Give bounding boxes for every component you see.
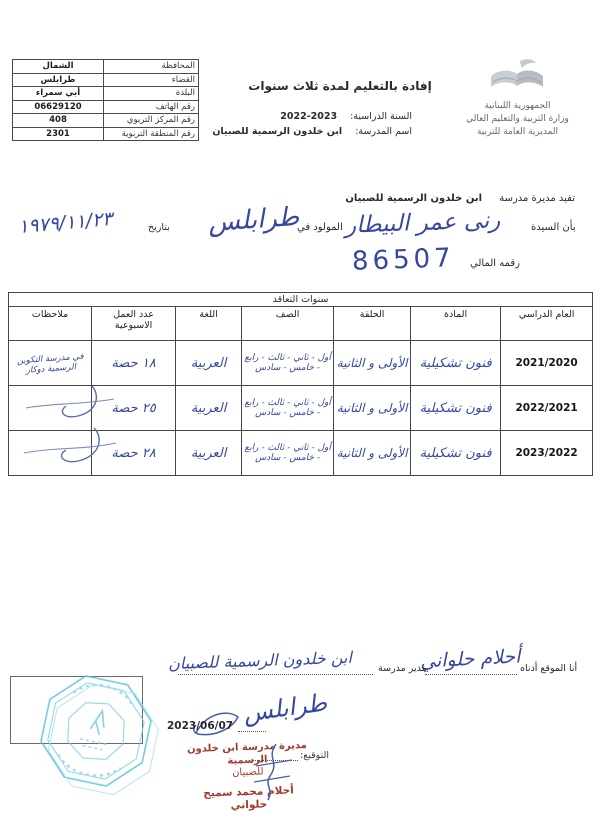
school-year-label: السنة الدراسية: (350, 111, 412, 122)
info-label: رقم المركز التربوي (104, 114, 199, 128)
principal-label: مدير مدرسة (378, 663, 427, 674)
year-cell: 2023/2022 (501, 431, 593, 476)
table-row (13, 73, 199, 87)
column-header-weekly-load: عدد العمل الاسبوعية (92, 307, 176, 341)
weekly-load-handwriting: ٢٥ حصة (92, 386, 176, 431)
header-fields (180, 109, 412, 139)
declaration-name-dotted-line (425, 674, 517, 675)
weekly-load-handwriting: ١٨ حصة (92, 341, 176, 386)
ministry-line: وزارة التربية والتعليم العالي (466, 114, 569, 124)
info-value: 2301 (13, 127, 104, 141)
octagonal-official-stamp (26, 666, 166, 796)
school-year-row (180, 109, 412, 124)
school-year-value: 2023-2022 (280, 111, 338, 122)
certify-label: تفيد مديرة مدرسة (499, 193, 575, 204)
red-stamp-name: أحلام محمد سميح حلواني (203, 783, 294, 812)
table-header-row (9, 307, 593, 341)
info-value: طرابلس (13, 73, 104, 87)
column-header-cycle: الحلقة (334, 307, 411, 341)
contract-table-title: سنوات التعاقد (9, 293, 593, 307)
subject-handwriting: فنون تشكيلية (411, 386, 501, 431)
school-name-label: اسم المدرسة: (355, 126, 412, 137)
table-row (13, 87, 199, 101)
table-row (13, 100, 199, 114)
red-stamp-line2: للصبيان (231, 766, 264, 779)
pen-signature-over-stamp (252, 742, 297, 802)
ministry-header-text (450, 100, 585, 139)
info-label: رقم المنطقة التربوية (104, 127, 199, 141)
grades-handwriting: أول - ثاني - ثالث - رابع - خامس - سادس (242, 431, 334, 476)
table-row (13, 60, 199, 74)
cycle-handwriting: الأولى و الثانية (334, 386, 411, 431)
certify-school-name: ابن خلدون الرسمية للصبيان (345, 193, 483, 204)
column-header-subject: المادة (411, 307, 501, 341)
grades-handwriting: أول - ثاني - ثالث - رابع - خامس - سادس (242, 386, 334, 431)
language-handwriting: العربية (176, 386, 242, 431)
year-cell: 2021/2020 (501, 341, 593, 386)
signature-label: التوقيع: (300, 750, 329, 761)
school-name-value: ابن خلدون الرسمية للصبيان (212, 126, 343, 137)
column-header-notes: ملاحظات (9, 307, 92, 341)
birth-date-handwriting: ١٩٧٩/١١/٢٣ (17, 207, 114, 239)
madam-name-handwriting: رنى عمر البيطار (344, 207, 501, 239)
pen-flourish (14, 426, 124, 468)
school-name-row (180, 124, 412, 139)
info-value: أبي سمراء (13, 87, 104, 101)
statement-line-certify (345, 193, 575, 204)
birth-date-label: بتاريخ (148, 222, 170, 233)
table-row (9, 341, 593, 386)
pen-flourish (14, 383, 124, 425)
finance-number-label: رقمه المالي (470, 258, 520, 269)
declaration-label: أنا الموقع أدناه (520, 663, 578, 674)
principal-school-handwriting: ابن خلدون الرسمية للصبيان (167, 647, 353, 674)
info-label: رقم الهاتف (104, 100, 199, 114)
republic-line: الجمهورية اللبنانية (484, 101, 551, 111)
language-handwriting: العربية (176, 431, 242, 476)
born-label: المولود في (297, 222, 343, 233)
notes-handwriting: في مدرسة التكوين الرسمية دوكار (7, 338, 93, 389)
place-handwriting: طرابلس (241, 688, 329, 728)
info-value: 408 (13, 114, 104, 128)
table-row (13, 114, 199, 128)
info-label: المحافظة (104, 60, 199, 74)
info-label: البلدة (104, 87, 199, 101)
column-header-year: العام الدراسي (501, 307, 593, 341)
subject-handwriting: فنون تشكيلية (411, 431, 501, 476)
declaration-name-handwriting: أحلام حلواني (419, 645, 521, 673)
subject-handwriting: فنون تشكيلية (411, 341, 501, 386)
table-title-row (9, 293, 593, 307)
madam-label: بأن السيدة (531, 222, 576, 233)
info-value: 06629120 (13, 100, 104, 114)
column-header-language: اللغة (176, 307, 242, 341)
finance-number-handwriting: 86507 (351, 243, 456, 277)
weekly-load-handwriting: ٢٨ حصة (92, 431, 176, 476)
born-place-handwriting: طرابلس (207, 201, 301, 239)
location-info-table (12, 59, 199, 141)
red-stamp-line1: مديرة مدرسة ابن خلدون الرسمية (186, 739, 308, 767)
document-title: إفادة بالتعليم لمدة ثلاث سنوات (248, 79, 432, 93)
cycle-handwriting: الأولى و الثانية (334, 341, 411, 386)
cycle-handwriting: الأولى و الثانية (334, 431, 411, 476)
ministry-open-book-logo (487, 58, 547, 100)
directorate-line: المديرية العامة للتربية (476, 127, 559, 137)
table-row (13, 127, 199, 141)
grades-handwriting: أول - ثاني - ثالث - رابع - خامس - سادس (242, 341, 334, 386)
date-dotted-line (238, 731, 266, 732)
info-value: الشمال (13, 60, 104, 74)
principal-school-dotted-line (178, 674, 373, 675)
year-cell: 2022/2021 (501, 386, 593, 431)
language-handwriting: العربية (176, 341, 242, 386)
column-header-grade: الصف (242, 307, 334, 341)
issue-date: 2023/06/07 (167, 720, 234, 732)
info-label: القضاء (104, 73, 199, 87)
